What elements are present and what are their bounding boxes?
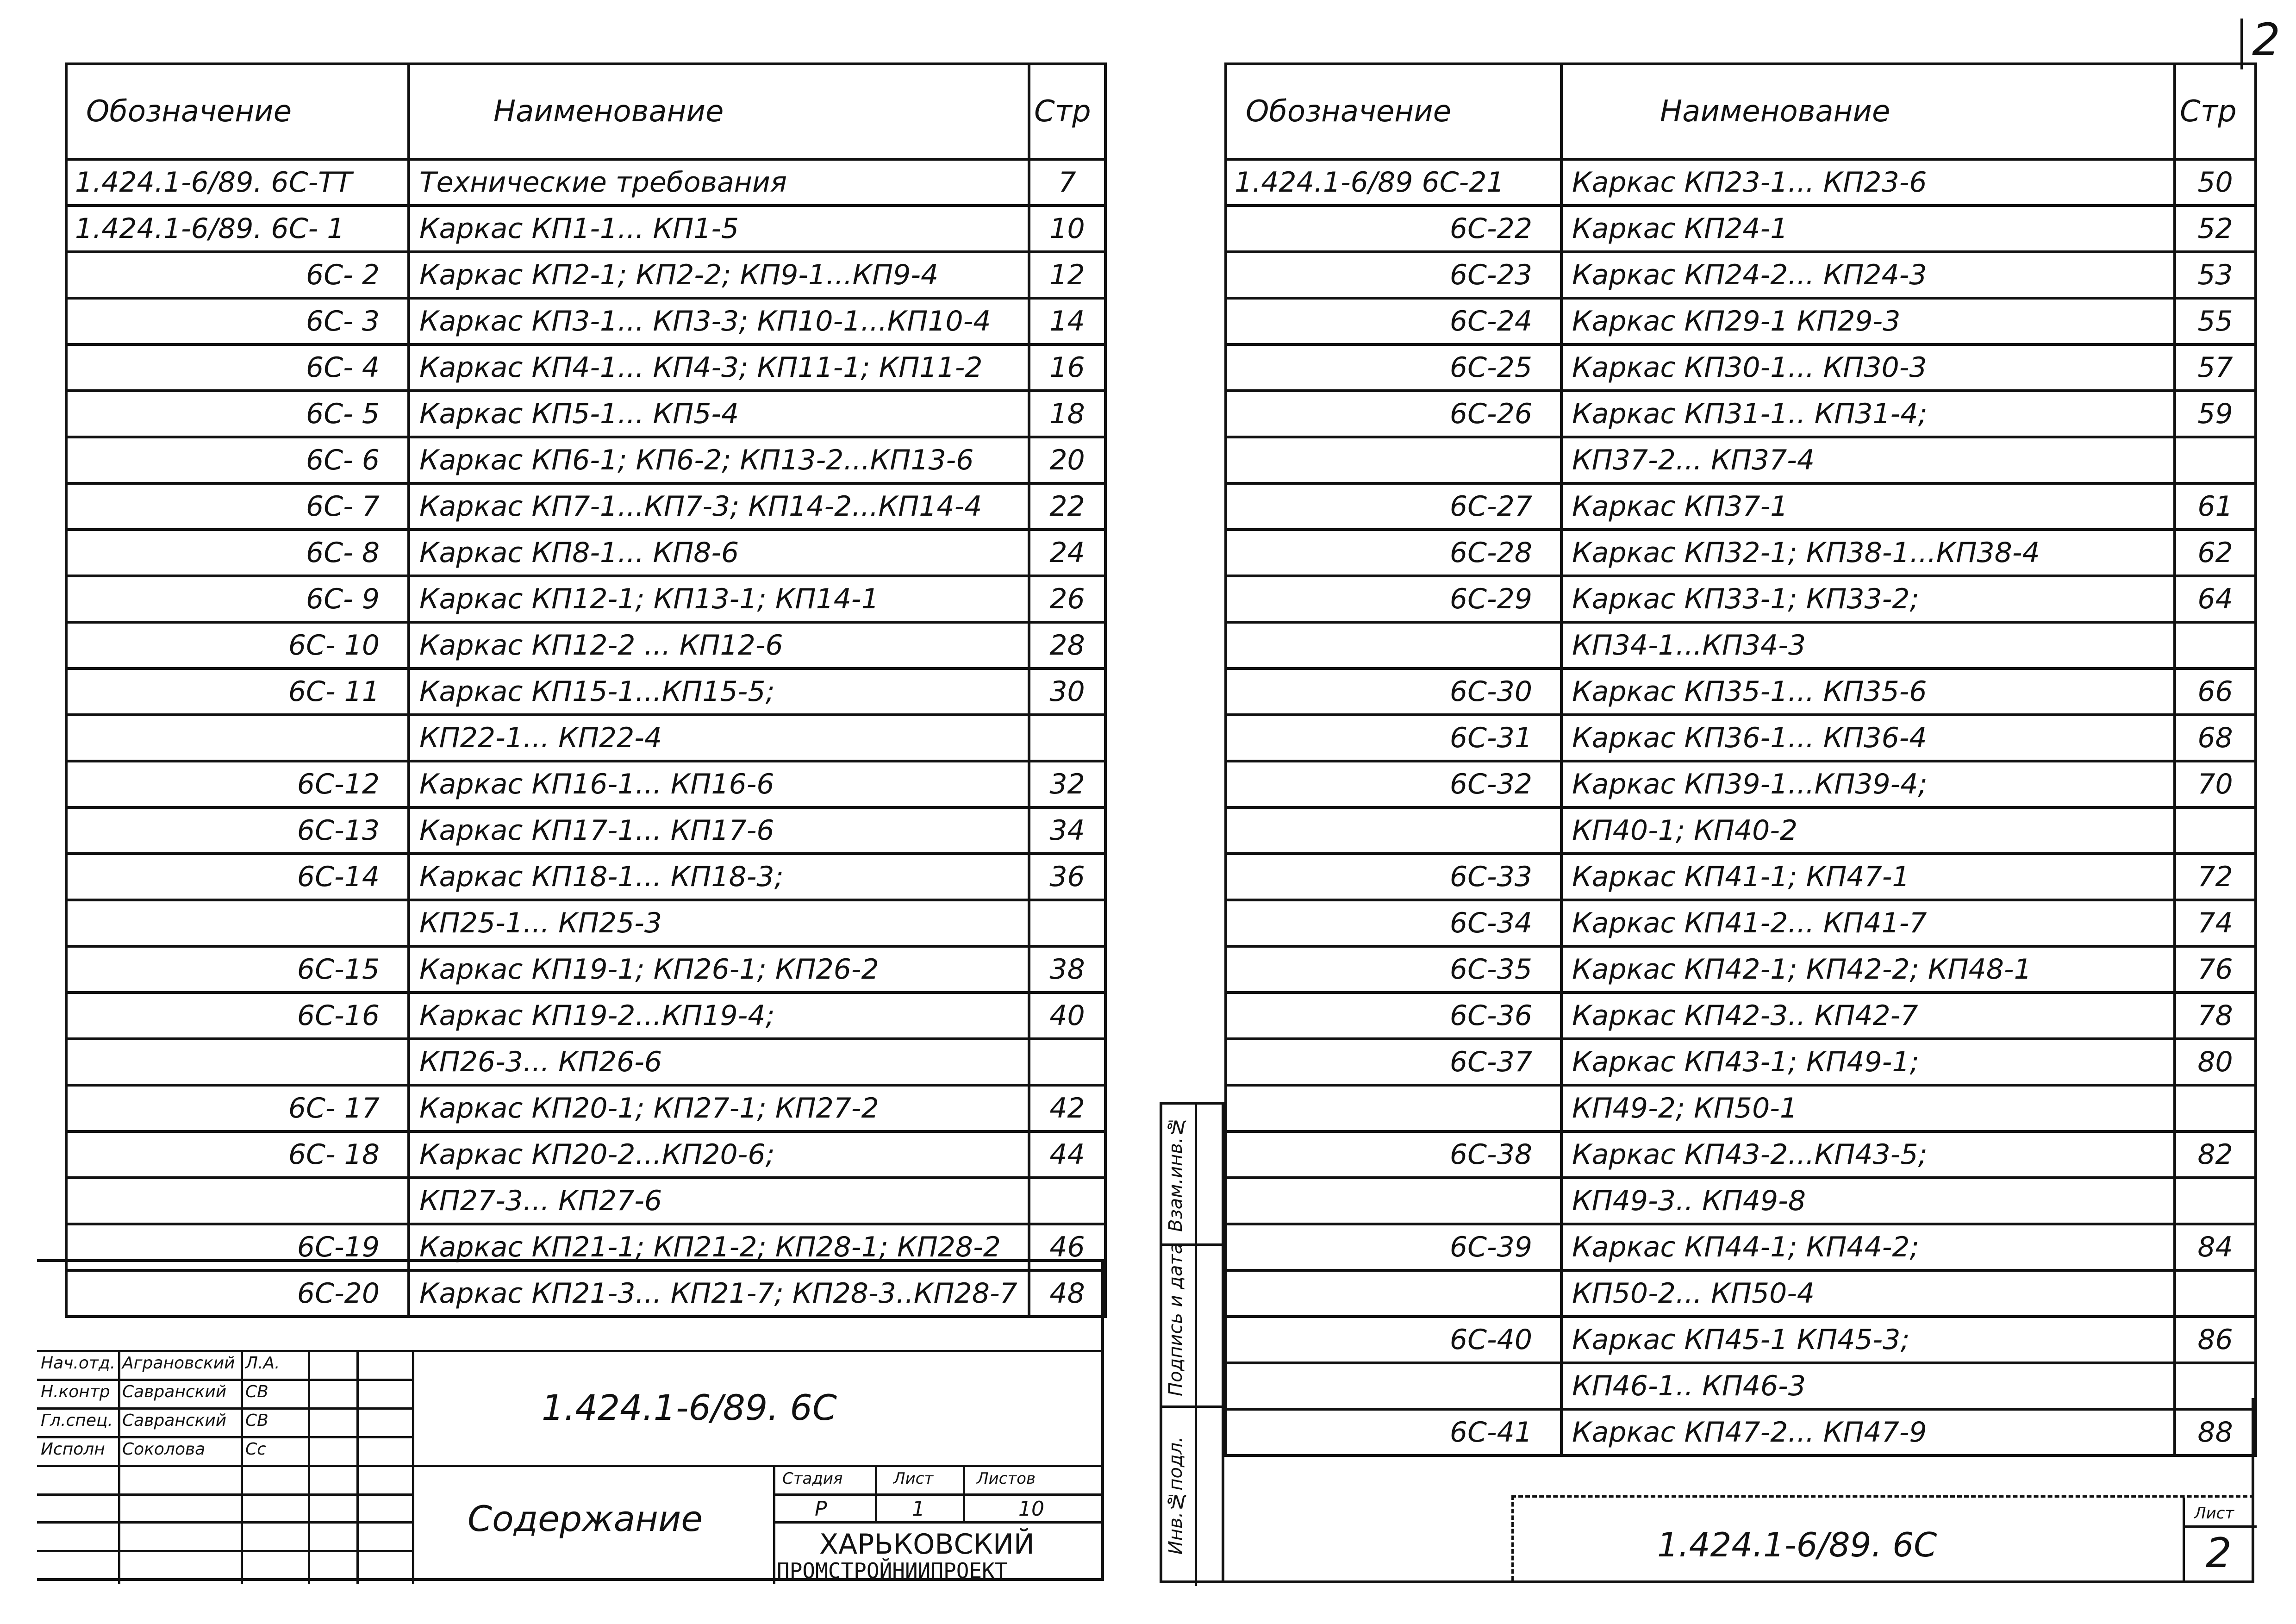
row-page-number: 20 bbox=[1029, 437, 1105, 483]
right-side-strip bbox=[1160, 1102, 1224, 1583]
row-code: 6С-37 bbox=[1226, 1039, 1561, 1085]
stamp-person-name: Соколова bbox=[122, 1440, 206, 1459]
stamp-role: Нач.отд. bbox=[41, 1354, 116, 1373]
stamp-signature: СВ bbox=[245, 1382, 268, 1401]
row-page-number: 48 bbox=[1029, 1270, 1105, 1317]
row-name: Каркас КП19-1; КП26-1; КП26-2 bbox=[409, 946, 1029, 993]
row-page-number bbox=[1029, 715, 1105, 761]
sheets-label: Листов bbox=[977, 1469, 1036, 1488]
row-page-number: 80 bbox=[2175, 1039, 2256, 1085]
row-name: Каркас КП36-1... КП36-4 bbox=[1561, 715, 2175, 761]
stamp-role: Исполн bbox=[41, 1440, 105, 1459]
row-name: Каркас КП3-1... КП3-3; КП10-1...КП10-4 bbox=[409, 298, 1029, 344]
row-name: КП34-1...КП34-3 bbox=[1561, 622, 2175, 668]
table-row bbox=[66, 344, 1105, 391]
row-code: 6С-12 bbox=[66, 761, 409, 807]
table-row bbox=[1226, 530, 2256, 576]
table-row bbox=[1226, 668, 2256, 715]
table-row bbox=[1226, 900, 2256, 946]
table-row bbox=[1226, 622, 2256, 668]
table-row bbox=[66, 807, 1105, 854]
table-row bbox=[1226, 483, 2256, 530]
row-page-number: 57 bbox=[2175, 344, 2256, 391]
row-page-number: 62 bbox=[2175, 530, 2256, 576]
table-row bbox=[66, 1085, 1105, 1131]
row-code: 6С-38 bbox=[1226, 1131, 1561, 1178]
row-name: Каркас КП1-1... КП1-5 bbox=[409, 206, 1029, 252]
row-page-number: 32 bbox=[1029, 761, 1105, 807]
side-label-inventory: Инв.№подл. bbox=[1165, 1437, 1186, 1555]
row-name: КП40-1; КП40-2 bbox=[1561, 807, 2175, 854]
stage-value: Р bbox=[815, 1497, 827, 1521]
row-page-number: 26 bbox=[1029, 576, 1105, 622]
row-name: КП37-2... КП37-4 bbox=[1561, 437, 2175, 483]
row-page-number: 84 bbox=[2175, 1224, 2256, 1270]
row-code: 6С- 5 bbox=[66, 391, 409, 437]
row-code: 6С-22 bbox=[1226, 206, 1561, 252]
row-code: 6С-39 bbox=[1226, 1224, 1561, 1270]
row-name: КП50-2... КП50-4 bbox=[1561, 1270, 2175, 1317]
table-row bbox=[66, 483, 1105, 530]
table-row bbox=[66, 206, 1105, 252]
table-row bbox=[66, 668, 1105, 715]
row-page-number: 50 bbox=[2175, 159, 2256, 206]
row-code: 6С- 2 bbox=[66, 252, 409, 298]
table-row bbox=[1226, 807, 2256, 854]
table-row bbox=[66, 1131, 1105, 1178]
left-table-header bbox=[66, 64, 1105, 159]
row-code: 6С-32 bbox=[1226, 761, 1561, 807]
table-row bbox=[1226, 391, 2256, 437]
table-row bbox=[66, 298, 1105, 344]
stamp-signature: СВ bbox=[245, 1411, 268, 1430]
row-page-number: 12 bbox=[1029, 252, 1105, 298]
row-page-number: 24 bbox=[1029, 530, 1105, 576]
row-page-number: 66 bbox=[2175, 668, 2256, 715]
row-code: 6С-14 bbox=[66, 854, 409, 900]
row-code: 6С- 3 bbox=[66, 298, 409, 344]
row-name: КП49-2; КП50-1 bbox=[1561, 1085, 2175, 1131]
row-page-number: 78 bbox=[2175, 993, 2256, 1039]
row-page-number bbox=[1029, 900, 1105, 946]
stamp-person-name: Аграновский bbox=[122, 1354, 235, 1373]
table-row bbox=[66, 437, 1105, 483]
table-row bbox=[1226, 159, 2256, 206]
row-name: Каркас КП43-2...КП43-5; bbox=[1561, 1131, 2175, 1178]
row-code: 6С-24 bbox=[1226, 298, 1561, 344]
row-name: Каркас КП30-1... КП30-3 bbox=[1561, 344, 2175, 391]
row-page-number bbox=[1029, 1178, 1105, 1224]
row-name: Каркас КП16-1... КП16-6 bbox=[409, 761, 1029, 807]
table-row bbox=[1226, 252, 2256, 298]
row-name: КП46-1.. КП46-3 bbox=[1561, 1363, 2175, 1409]
row-name: Каркас КП18-1... КП18-3; bbox=[409, 854, 1029, 900]
row-page-number: 70 bbox=[2175, 761, 2256, 807]
row-name: Каркас КП37-1 bbox=[1561, 483, 2175, 530]
row-page-number: 44 bbox=[1029, 1131, 1105, 1178]
row-code: 6С- 17 bbox=[66, 1085, 409, 1131]
row-name: Каркас КП21-1; КП21-2; КП28-1; КП28-2 bbox=[409, 1224, 1029, 1270]
right-stamp bbox=[1511, 1495, 2254, 1580]
row-code: 6С-30 bbox=[1226, 668, 1561, 715]
row-code bbox=[66, 1039, 409, 1085]
row-code: 6С-33 bbox=[1226, 854, 1561, 900]
row-page-number: 42 bbox=[1029, 1085, 1105, 1131]
row-code: 6С-31 bbox=[1226, 715, 1561, 761]
table-row bbox=[66, 530, 1105, 576]
row-code: 6С-36 bbox=[1226, 993, 1561, 1039]
right-stamp-designation: 1.424.1-6/89. 6С bbox=[1657, 1525, 1937, 1564]
table-row bbox=[66, 854, 1105, 900]
left-stamp-title: Содержание bbox=[468, 1498, 703, 1539]
row-page-number: 36 bbox=[1029, 854, 1105, 900]
row-page-number: 22 bbox=[1029, 483, 1105, 530]
table-row bbox=[1226, 344, 2256, 391]
row-code: 6С-41 bbox=[1226, 1409, 1561, 1455]
row-code: 6С- 9 bbox=[66, 576, 409, 622]
stamp-role: Н.контр bbox=[41, 1382, 110, 1401]
row-name: Каркас КП19-2...КП19-4; bbox=[409, 993, 1029, 1039]
row-name: Каркас КП45-1 КП45-3; bbox=[1561, 1317, 2175, 1363]
row-code bbox=[66, 715, 409, 761]
row-code: 6С-23 bbox=[1226, 252, 1561, 298]
stage-label: Стадия bbox=[782, 1469, 843, 1488]
stamp-signature: Л.А. bbox=[245, 1354, 280, 1373]
row-page-number: 16 bbox=[1029, 344, 1105, 391]
table-row bbox=[1226, 715, 2256, 761]
row-code: 1.424.1-6/89 6С-21 bbox=[1226, 159, 1561, 206]
row-page-number: 10 bbox=[1029, 206, 1105, 252]
row-code: 6С-25 bbox=[1226, 344, 1561, 391]
row-page-number bbox=[2175, 1085, 2256, 1131]
row-page-number: 74 bbox=[2175, 900, 2256, 946]
row-name: Каркас КП41-1; КП47-1 bbox=[1561, 854, 2175, 900]
row-page-number bbox=[2175, 1178, 2256, 1224]
table-row bbox=[1226, 1085, 2256, 1131]
row-name: Каркас КП42-3.. КП42-7 bbox=[1561, 993, 2175, 1039]
right-table-header bbox=[1226, 64, 2256, 159]
right-header-name: Наименование bbox=[1561, 64, 2175, 159]
table-row bbox=[1226, 206, 2256, 252]
right-sheet bbox=[1224, 62, 2257, 1457]
row-code: 6С- 18 bbox=[66, 1131, 409, 1178]
table-row bbox=[1226, 761, 2256, 807]
row-name: Каркас КП42-1; КП42-2; КП48-1 bbox=[1561, 946, 2175, 993]
right-contents-table bbox=[1224, 62, 2257, 1457]
stamp-person-name: Савранский bbox=[122, 1382, 227, 1401]
stamp-person-name: Савранский bbox=[122, 1411, 227, 1430]
row-code: 6С-16 bbox=[66, 993, 409, 1039]
left-header-page: Стр bbox=[1029, 64, 1105, 159]
row-name: Каркас КП39-1...КП39-4; bbox=[1561, 761, 2175, 807]
row-code: 6С- 8 bbox=[66, 530, 409, 576]
row-code bbox=[1226, 622, 1561, 668]
row-code: 6С-26 bbox=[1226, 391, 1561, 437]
row-name: КП25-1... КП25-3 bbox=[409, 900, 1029, 946]
row-code: 6С-35 bbox=[1226, 946, 1561, 993]
right-sheet-label: Лист bbox=[2194, 1504, 2234, 1523]
row-name: КП22-1... КП22-4 bbox=[409, 715, 1029, 761]
row-code: 6С- 4 bbox=[66, 344, 409, 391]
row-name: Каркас КП32-1; КП38-1...КП38-4 bbox=[1561, 530, 2175, 576]
stamp-role: Гл.спец. bbox=[41, 1411, 113, 1430]
row-name: Каркас КП6-1; КП6-2; КП13-2...КП13-6 bbox=[409, 437, 1029, 483]
row-page-number bbox=[2175, 437, 2256, 483]
row-code: 6С-27 bbox=[1226, 483, 1561, 530]
row-page-number: 68 bbox=[2175, 715, 2256, 761]
row-name: КП49-3.. КП49-8 bbox=[1561, 1178, 2175, 1224]
right-header-page: Стр bbox=[2175, 64, 2256, 159]
row-page-number: 86 bbox=[2175, 1317, 2256, 1363]
table-row bbox=[1226, 1317, 2256, 1363]
row-name: Каркас КП20-1; КП27-1; КП27-2 bbox=[409, 1085, 1029, 1131]
left-header-code: Обозначение bbox=[66, 64, 409, 159]
table-row bbox=[1226, 1178, 2256, 1224]
row-page-number bbox=[1029, 1039, 1105, 1085]
left-table-body bbox=[66, 159, 1105, 1317]
left-contents-table bbox=[65, 62, 1107, 1318]
org-name-line2: ПРОМСТРОЙНИИПРОЕКТ bbox=[777, 1558, 1008, 1583]
table-row bbox=[66, 159, 1105, 206]
row-page-number bbox=[2175, 807, 2256, 854]
row-code: 6С-28 bbox=[1226, 530, 1561, 576]
row-code bbox=[66, 900, 409, 946]
sheet-value: 1 bbox=[912, 1497, 925, 1521]
row-code: 6С-13 bbox=[66, 807, 409, 854]
side-label-replacement: Взам.инв.№ bbox=[1165, 1116, 1186, 1232]
row-name: Каркас КП21-3... КП21-7; КП28-3..КП28-7 bbox=[409, 1270, 1029, 1317]
sheet-label: Лист bbox=[893, 1469, 934, 1488]
row-page-number: 38 bbox=[1029, 946, 1105, 993]
table-row bbox=[1226, 1131, 2256, 1178]
row-code: 6С- 7 bbox=[66, 483, 409, 530]
row-page-number: 30 bbox=[1029, 668, 1105, 715]
row-name: Каркас КП5-1... КП5-4 bbox=[409, 391, 1029, 437]
sheets-value: 10 bbox=[1018, 1497, 1044, 1521]
table-row bbox=[66, 1039, 1105, 1085]
row-page-number: 18 bbox=[1029, 391, 1105, 437]
row-code bbox=[1226, 437, 1561, 483]
row-name: Каркас КП33-1; КП33-2; bbox=[1561, 576, 2175, 622]
row-name: Каркас КП24-1 bbox=[1561, 206, 2175, 252]
row-code: 1.424.1-6/89. 6С-ТТ bbox=[66, 159, 409, 206]
row-page-number: 14 bbox=[1029, 298, 1105, 344]
table-row bbox=[66, 391, 1105, 437]
row-name: Каркас КП47-2... КП47-9 bbox=[1561, 1409, 2175, 1455]
table-row bbox=[1226, 437, 2256, 483]
table-row bbox=[66, 946, 1105, 993]
row-name: Каркас КП15-1...КП15-5; bbox=[409, 668, 1029, 715]
row-name: Каркас КП35-1... КП35-6 bbox=[1561, 668, 2175, 715]
row-code: 6С- 10 bbox=[66, 622, 409, 668]
right-stamp-frame bbox=[1222, 1398, 2254, 1583]
row-name: Каркас КП12-2 ... КП12-6 bbox=[409, 622, 1029, 668]
table-row bbox=[66, 900, 1105, 946]
row-page-number: 55 bbox=[2175, 298, 2256, 344]
table-row bbox=[66, 993, 1105, 1039]
row-name: Каркас КП17-1... КП17-6 bbox=[409, 807, 1029, 854]
row-name: Каркас КП43-1; КП49-1; bbox=[1561, 1039, 2175, 1085]
page-number: 2 bbox=[2252, 14, 2281, 66]
table-row bbox=[66, 715, 1105, 761]
table-row bbox=[1226, 993, 2256, 1039]
table-row bbox=[66, 576, 1105, 622]
row-code: 6С- 11 bbox=[66, 668, 409, 715]
left-stamp-designation: 1.424.1-6/89. 6С bbox=[542, 1387, 837, 1428]
row-page-number: 59 bbox=[2175, 391, 2256, 437]
side-label-signature: Подпись и дата bbox=[1165, 1243, 1186, 1396]
row-page-number: 88 bbox=[2175, 1409, 2256, 1455]
row-page-number: 52 bbox=[2175, 206, 2256, 252]
row-code bbox=[1226, 1178, 1561, 1224]
row-name: КП27-3... КП27-6 bbox=[409, 1178, 1029, 1224]
table-row bbox=[1226, 854, 2256, 900]
row-code: 6С-40 bbox=[1226, 1317, 1561, 1363]
table-row bbox=[1226, 946, 2256, 993]
row-code bbox=[1226, 1085, 1561, 1131]
row-name: Каркас КП20-2...КП20-6; bbox=[409, 1131, 1029, 1178]
row-code: 6С- 6 bbox=[66, 437, 409, 483]
row-code: 6С-15 bbox=[66, 946, 409, 993]
row-page-number bbox=[2175, 1270, 2256, 1317]
row-page-number: 28 bbox=[1029, 622, 1105, 668]
row-code: 6С-34 bbox=[1226, 900, 1561, 946]
row-name: Каркас КП23-1... КП23-6 bbox=[1561, 159, 2175, 206]
row-code: 6С-20 bbox=[66, 1270, 409, 1317]
row-code: 1.424.1-6/89. 6С- 1 bbox=[66, 206, 409, 252]
table-row bbox=[1226, 576, 2256, 622]
row-code bbox=[1226, 807, 1561, 854]
table-row bbox=[66, 252, 1105, 298]
row-name: Каркас КП29-1 КП29-3 bbox=[1561, 298, 2175, 344]
table-row bbox=[1226, 1224, 2256, 1270]
row-name: Каркас КП4-1... КП4-3; КП11-1; КП11-2 bbox=[409, 344, 1029, 391]
row-name: Технические требования bbox=[409, 159, 1029, 206]
org-name-line1: ХАРЬКОВСКИЙ bbox=[819, 1528, 1035, 1561]
row-page-number: 40 bbox=[1029, 993, 1105, 1039]
row-page-number: 34 bbox=[1029, 807, 1105, 854]
right-sheet-value: 2 bbox=[2206, 1529, 2232, 1577]
page-number-mark bbox=[2240, 19, 2243, 69]
row-name: Каркас КП7-1...КП7-3; КП14-2...КП14-4 bbox=[409, 483, 1029, 530]
row-code bbox=[66, 1178, 409, 1224]
row-name: Каркас КП44-1; КП44-2; bbox=[1561, 1224, 2175, 1270]
row-page-number: 7 bbox=[1029, 159, 1105, 206]
table-row bbox=[1226, 1270, 2256, 1317]
row-page-number bbox=[2175, 622, 2256, 668]
row-name: Каркас КП8-1... КП8-6 bbox=[409, 530, 1029, 576]
table-row bbox=[1226, 1039, 2256, 1085]
row-page-number: 46 bbox=[1029, 1224, 1105, 1270]
row-code: 6С-19 bbox=[66, 1224, 409, 1270]
left-sheet bbox=[65, 62, 1107, 1318]
table-row bbox=[66, 761, 1105, 807]
row-name: Каркас КП31-1.. КП31-4; bbox=[1561, 391, 2175, 437]
table-row bbox=[66, 1178, 1105, 1224]
table-row bbox=[1226, 298, 2256, 344]
row-page-number: 53 bbox=[2175, 252, 2256, 298]
row-name: КП26-3... КП26-6 bbox=[409, 1039, 1029, 1085]
row-page-number: 82 bbox=[2175, 1131, 2256, 1178]
row-code: 6С-29 bbox=[1226, 576, 1561, 622]
stamp-signature: Сс bbox=[245, 1440, 266, 1459]
left-header-name: Наименование bbox=[409, 64, 1029, 159]
row-name: Каркас КП2-1; КП2-2; КП9-1...КП9-4 bbox=[409, 252, 1029, 298]
left-stamp bbox=[37, 1259, 1104, 1581]
row-page-number: 72 bbox=[2175, 854, 2256, 900]
table-row bbox=[66, 622, 1105, 668]
row-page-number: 76 bbox=[2175, 946, 2256, 993]
row-name: Каркас КП41-2... КП41-7 bbox=[1561, 900, 2175, 946]
right-table-body bbox=[1226, 159, 2256, 1455]
row-name: Каркас КП12-1; КП13-1; КП14-1 bbox=[409, 576, 1029, 622]
row-code bbox=[1226, 1270, 1561, 1317]
right-header-code: Обозначение bbox=[1226, 64, 1561, 159]
row-name: Каркас КП24-2... КП24-3 bbox=[1561, 252, 2175, 298]
row-page-number: 61 bbox=[2175, 483, 2256, 530]
row-page-number: 64 bbox=[2175, 576, 2256, 622]
